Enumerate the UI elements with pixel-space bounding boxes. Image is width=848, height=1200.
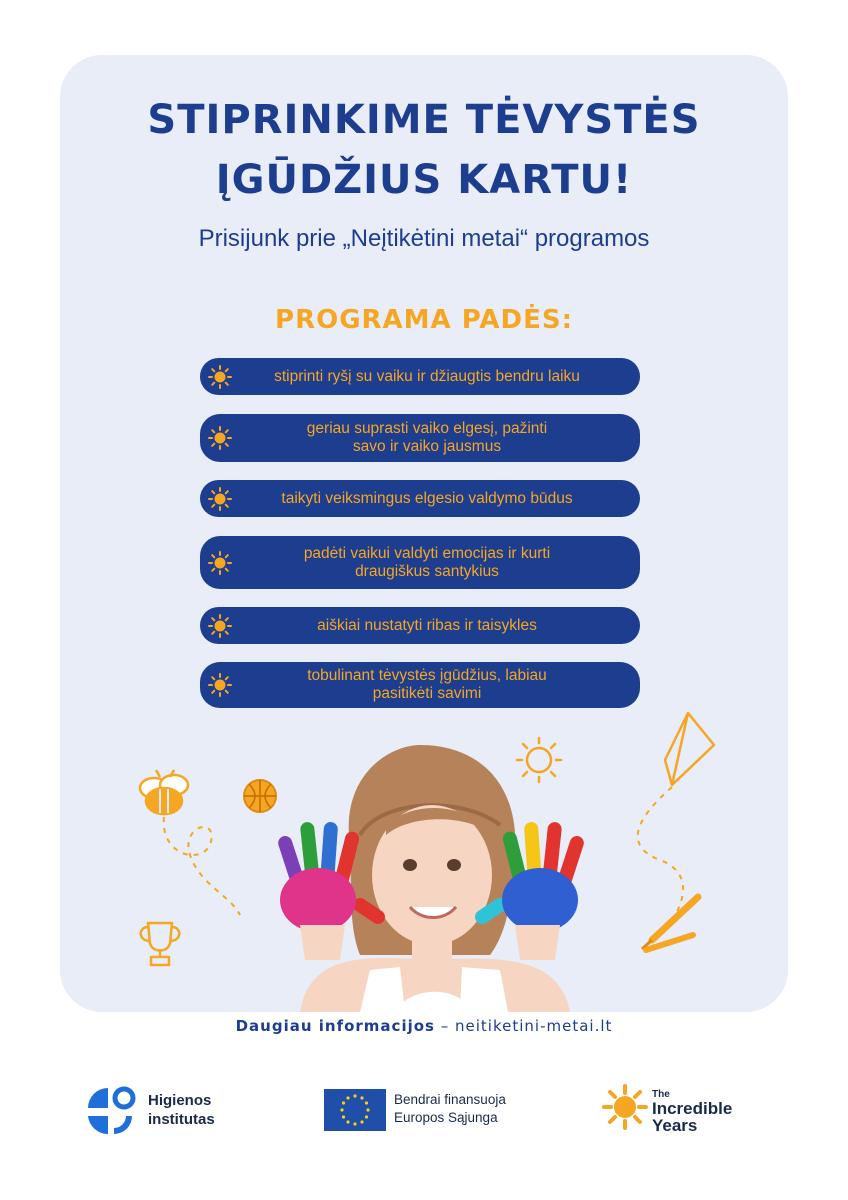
higienos-line2: institutas (148, 1111, 215, 1128)
painted-hand-right (482, 821, 586, 960)
benefit-text: pasitikėti savimi (372, 685, 482, 702)
benefit-text: taikyti veiksmingus elgesio valdymo būdus (281, 489, 573, 507)
benefit-text: aiškiai nustatyti ribas ir taisykles (317, 616, 537, 634)
benefit-text: geriau suprasti vaiko elgesį, pažinti (306, 420, 548, 437)
more-info-link[interactable]: neitiketini-metai.lt (455, 1017, 613, 1035)
eu-line1: Bendrai finansuoja (394, 1092, 506, 1107)
dashed-trail (638, 787, 683, 935)
benefit-text: draugiškus santykius (355, 562, 499, 580)
bee-trail (164, 817, 240, 915)
section-title: PROGRAMA PADĖS: (275, 305, 573, 335)
girl-hair (349, 745, 516, 955)
benefit-item (200, 358, 640, 395)
benefit-text: padėti vaikui valdyti emocijas ir kurti (303, 544, 551, 562)
sun-icon (208, 614, 232, 638)
benefit-item (200, 480, 640, 517)
girl-face (372, 805, 492, 945)
incredible-years-logo (602, 1084, 772, 1136)
subtitle: Prisijunk prie „Neįtikėtini metai“ programos (198, 225, 650, 252)
iy-line1: The (652, 1089, 670, 1100)
sun-icon (208, 487, 232, 511)
headline-line-1: STIPRINKIME TĖVYSTĖS (147, 97, 701, 143)
more-info-line (0, 1017, 848, 1035)
more-info-label: Daugiau informacijos (235, 1017, 435, 1035)
paper-plane-icon (665, 713, 714, 785)
bee-icon (140, 770, 188, 814)
eu-line2: Europos Sąjunga (394, 1110, 498, 1125)
sun-icon (208, 426, 232, 450)
higienos-logo-icon (86, 1086, 136, 1136)
benefit-text: savo ir vaiko jausmus (352, 438, 502, 455)
iy-line3: Years (652, 1116, 698, 1135)
partner-logos (0, 1080, 848, 1140)
basketball-icon (244, 780, 276, 812)
iy-line2: Incredible (652, 1099, 733, 1118)
higienos-line1: Higienos (148, 1092, 212, 1109)
trophy-icon (141, 923, 180, 965)
benefit-item (200, 414, 640, 462)
pencil-icon (642, 897, 698, 950)
headline-line-2: ĮGŪDŽIUS KARTU! (215, 157, 633, 203)
painted-hand-left (276, 821, 378, 960)
benefit-text: tobulinant tėvystės įgūdžius, labiau (307, 667, 547, 684)
sun-icon (208, 673, 232, 697)
benefit-item (200, 662, 640, 708)
incredible-years-sun-icon (602, 1084, 648, 1130)
eu-cofunded-logo (324, 1089, 554, 1131)
more-info-separator: – (434, 1017, 456, 1035)
benefit-text: stiprinti ryšį su vaiku ir džiaugtis bendru laiku (274, 367, 580, 385)
benefit-item (200, 536, 640, 589)
benefit-item (200, 607, 640, 644)
sun-doodle-icon (517, 738, 561, 782)
higienos-institutas-logo (86, 1086, 286, 1136)
sun-icon (208, 551, 232, 575)
sun-icon (208, 365, 232, 389)
poster-card (60, 55, 788, 1012)
eu-flag-icon (324, 1089, 386, 1131)
